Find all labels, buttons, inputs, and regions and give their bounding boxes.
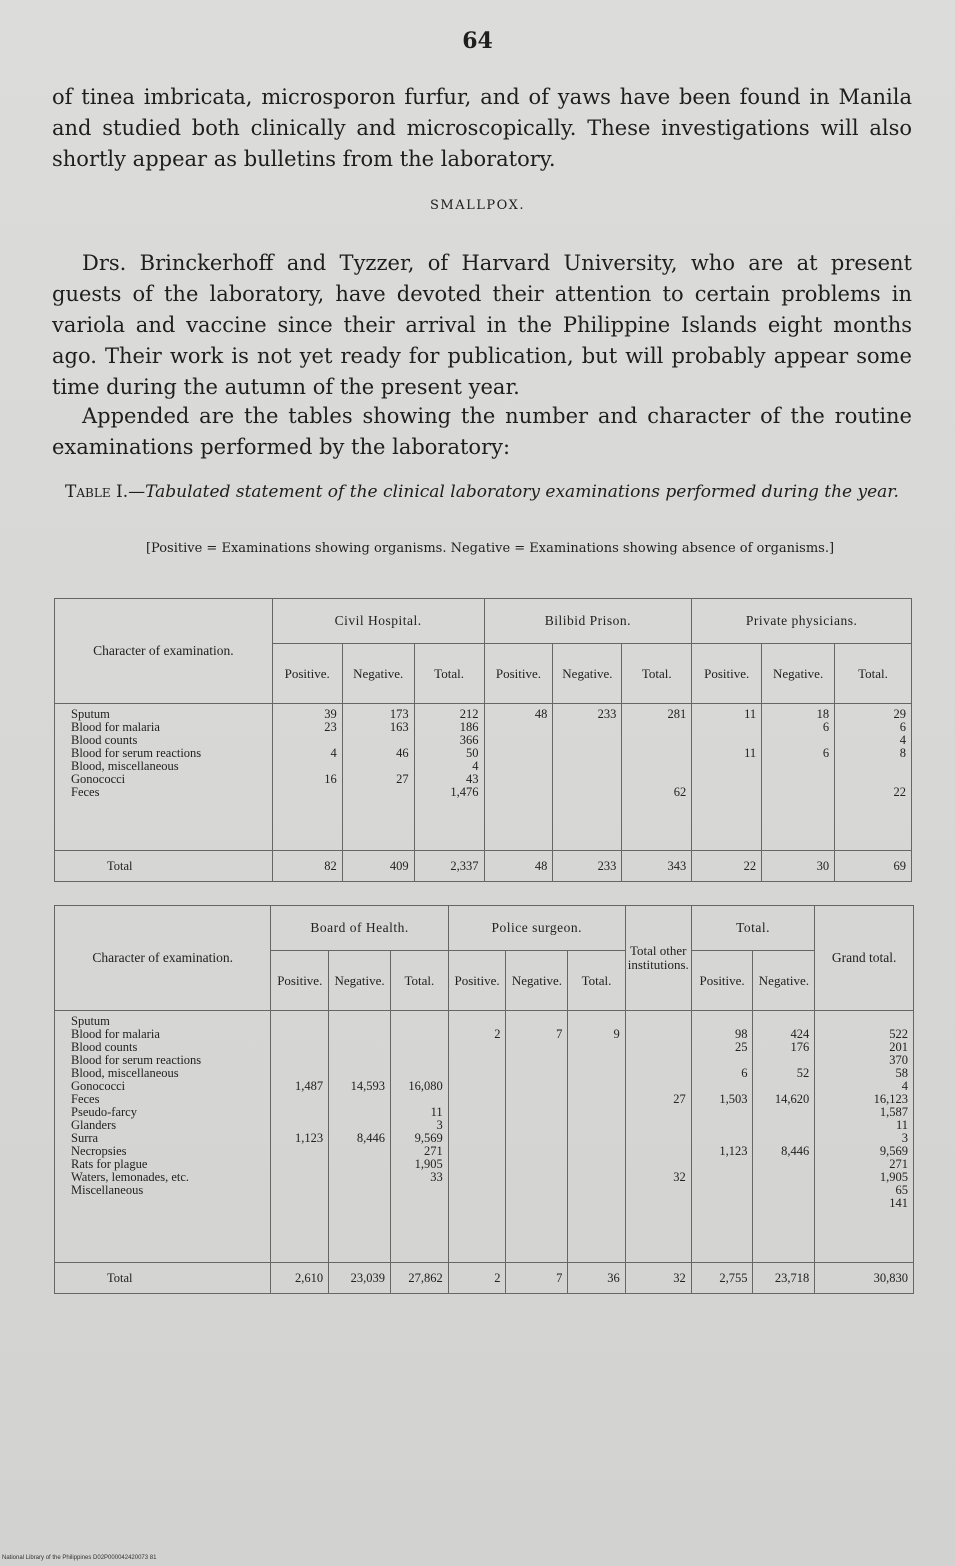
table-cell-value: 39 — [324, 707, 337, 721]
table-cell-value: Blood, miscellaneous — [71, 1066, 179, 1080]
header-positive: Positive. — [448, 951, 506, 1011]
total-label: Total — [55, 1263, 271, 1294]
boh-positive-cell — [271, 1011, 329, 1263]
header-positive: Positive. — [272, 644, 342, 704]
table-cell-value — [573, 1158, 619, 1171]
table-cell-value — [573, 1171, 619, 1184]
boh-total-cell — [391, 1011, 449, 1263]
total-value: 2,337 — [414, 851, 484, 882]
table-title-text: —Tabulated statement of the clinical laboratory examinations performed during the year. — [128, 482, 899, 502]
table-cell-value — [334, 1093, 385, 1106]
header-positive: Positive. — [484, 644, 553, 704]
table-cell-value: 4 — [901, 1079, 908, 1093]
table-cell-value — [558, 786, 616, 799]
table-cell-value: 46 — [396, 746, 409, 760]
table-cell-value — [627, 760, 686, 773]
table-cell-value: Necropsies — [71, 1144, 127, 1158]
table-cell-value: 1,587 — [879, 1105, 908, 1119]
table-cell-value: 1,487 — [295, 1079, 324, 1093]
civil-negative-cell — [342, 704, 414, 851]
table-cell-value: 11 — [744, 707, 757, 721]
table-cell-value — [627, 734, 686, 747]
table-cell-value: 25 — [734, 1040, 748, 1054]
table-cell-value: 3 — [901, 1131, 908, 1145]
header-total: Total. — [835, 644, 912, 704]
table-cell-value — [697, 773, 756, 786]
row-labels-cell — [55, 704, 273, 851]
table-cell-value — [697, 1184, 748, 1197]
table-cell-value: 11 — [895, 1118, 908, 1132]
table-cell-value: Rats for plague — [71, 1157, 148, 1171]
header-private-physicians: Private physicians. — [692, 599, 912, 644]
table-cell-value: 9,569 — [879, 1144, 908, 1158]
header-negative: Negative. — [329, 951, 391, 1011]
table-cell-value: 233 — [597, 707, 617, 721]
table-cell-value: Blood for malaria — [71, 720, 160, 734]
table-cell-value — [511, 1158, 562, 1171]
table-cell-value: 58 — [895, 1066, 908, 1080]
table-cell-value — [276, 1145, 323, 1158]
table-cell-value — [396, 1054, 443, 1067]
table-cell-value — [558, 773, 616, 786]
table-cell-value — [276, 1015, 323, 1028]
table-cell-value — [573, 1184, 619, 1197]
table-cell-value: Feces — [71, 785, 100, 799]
table-cell-value: 1,503 — [719, 1092, 748, 1106]
table-cell-value: 43 — [466, 772, 479, 786]
total-row — [55, 1263, 914, 1294]
table-cell-value: 14,593 — [350, 1079, 385, 1093]
table-cell-value — [454, 1132, 501, 1145]
table-cell-value — [334, 1171, 385, 1184]
table-cell-value — [490, 721, 548, 734]
table-cell-value — [767, 786, 829, 799]
table-part-2 — [54, 905, 914, 1294]
table-cell-value — [511, 1093, 562, 1106]
table-cell-value — [276, 1158, 323, 1171]
total-value: 82 — [272, 851, 342, 882]
table-cell-value: 4 — [899, 733, 906, 747]
total-value: 233 — [553, 851, 622, 882]
table-cell-value — [758, 1171, 809, 1184]
civil-total-cell — [414, 704, 484, 851]
header-total-other-institutions: Total other institutions. — [625, 906, 691, 1011]
table-cell-value — [334, 1041, 385, 1054]
table-cell-value — [511, 1171, 562, 1184]
header-positive: Positive. — [691, 951, 753, 1011]
table-cell-value: 1,123 — [295, 1131, 324, 1145]
table-cell-value — [697, 1054, 748, 1067]
table-cell-value: 212 — [459, 707, 479, 721]
table-cell-value: 11 — [744, 746, 757, 760]
table-cell-value — [627, 747, 686, 760]
table-cell-value: 1,476 — [450, 785, 479, 799]
table-cell-value — [276, 1054, 323, 1067]
private-positive-cell — [692, 704, 762, 851]
total-value: 7 — [506, 1263, 568, 1294]
table-cell-value — [758, 1119, 809, 1132]
police-negative-cell — [506, 1011, 568, 1263]
table-cell-value: Blood, miscellaneous — [71, 759, 179, 773]
table-cell-value — [573, 1041, 619, 1054]
other-institutions-cell — [625, 1011, 691, 1263]
table-cell-value — [631, 1015, 686, 1028]
total-value: 343 — [622, 851, 692, 882]
total-negative-cell — [753, 1011, 815, 1263]
table-cell-value — [454, 1145, 501, 1158]
table-cell-value — [276, 1106, 323, 1119]
table-cell-value — [334, 1054, 385, 1067]
header-civil-hospital: Civil Hospital. — [272, 599, 484, 644]
table-cell-value — [490, 773, 548, 786]
total-value: 30 — [762, 851, 835, 882]
table-cell-value: 9 — [613, 1027, 620, 1041]
table-cell-value — [631, 1184, 686, 1197]
table-cell-value — [631, 1106, 686, 1119]
table-cell-value: 522 — [889, 1027, 908, 1041]
table-cell-value — [276, 1093, 323, 1106]
header-bilibid-prison: Bilibid Prison. — [484, 599, 692, 644]
table-cell-value: Sputum — [71, 707, 110, 721]
table-cell-value — [631, 1067, 686, 1080]
table-cell-value: 16,123 — [873, 1092, 908, 1106]
table-cell-value — [276, 1028, 323, 1041]
table-cell-value: 11 — [430, 1105, 443, 1119]
table-cell-value: Gonococci — [71, 1079, 126, 1093]
table-cell-value: Blood counts — [71, 1040, 138, 1054]
table-cell-value — [278, 734, 337, 747]
table-cell-value — [334, 1158, 385, 1171]
table-cell-value — [511, 1054, 562, 1067]
table-cell-value — [454, 1171, 501, 1184]
table-cell-value: 6 — [741, 1066, 748, 1080]
row-label-list — [71, 708, 267, 799]
table-cell-value — [558, 760, 616, 773]
table-cell-value — [840, 760, 906, 773]
header-police-surgeon: Police surgeon. — [448, 906, 625, 951]
table-cell-value — [511, 1132, 562, 1145]
table-cell-value: 424 — [790, 1027, 810, 1041]
table-cell-value — [276, 1184, 323, 1197]
table-cell-value: 52 — [796, 1066, 810, 1080]
total-row — [55, 851, 912, 882]
table-cell-value: Blood for malaria — [71, 1027, 160, 1041]
header-total: Total. — [568, 951, 625, 1011]
table-cell-value — [758, 1184, 809, 1197]
table-cell-value: 16 — [324, 772, 337, 786]
table-cell-value: 3 — [436, 1118, 443, 1132]
table-cell-value — [697, 1158, 748, 1171]
table-cell-value — [396, 1184, 443, 1197]
total-label: Total — [55, 851, 273, 882]
table-cell-value: Blood for serum reactions — [71, 1053, 202, 1067]
table-cell-value — [396, 1015, 443, 1028]
table-cell-value: 6 — [822, 720, 830, 734]
table-cell-value: Blood for serum reactions — [71, 746, 202, 760]
table-cell-value: 370 — [889, 1053, 908, 1067]
table-cell-value — [697, 786, 756, 799]
table-cell-value — [511, 1184, 562, 1197]
table-cell-value — [697, 1106, 748, 1119]
page-number: 64 — [462, 28, 493, 54]
table-cell-value — [697, 1171, 748, 1184]
header-negative: Negative. — [762, 644, 835, 704]
table-cell-value: 6 — [899, 720, 906, 734]
paragraph-appended: Appended are the tables showing the number and character of the routine examinations performed by the laboratory: — [52, 404, 912, 459]
table-cell-value — [631, 1028, 686, 1041]
table-title — [52, 480, 912, 504]
police-positive-cell — [448, 1011, 506, 1263]
table-cell-value — [573, 1119, 619, 1132]
table-cell-value — [490, 747, 548, 760]
table-cell-value — [454, 1080, 501, 1093]
table-cell-value — [511, 1145, 562, 1158]
table-cell-value: 176 — [790, 1040, 810, 1054]
table-cell-value — [558, 734, 616, 747]
table-cell-value — [454, 1067, 501, 1080]
paragraph-intro: of tinea imbricata, microsporon furfur, and of yaws have been found in Manila and studied both clinically and microscopically. These investigations will also shortly appear as bulletins from the laboratory. — [52, 85, 912, 171]
table-cell-value: 8 — [899, 746, 906, 760]
table-cell-value: 27 — [673, 1092, 686, 1106]
private-total-cell — [835, 704, 912, 851]
header-grand-total: Grand total. — [815, 906, 914, 1011]
total-value: 409 — [342, 851, 414, 882]
table-cell-value: 33 — [430, 1170, 443, 1184]
table-cell-value: 9,569 — [414, 1131, 443, 1145]
table-cell-value: 16,080 — [408, 1079, 443, 1093]
table-cell-value — [454, 1093, 501, 1106]
table-cell-value: Feces — [71, 1092, 100, 1106]
header-total: Total. — [622, 644, 692, 704]
table-cell-value: 1,905 — [879, 1170, 908, 1184]
total-value: 48 — [484, 851, 553, 882]
header-board-of-health: Board of Health. — [271, 906, 448, 951]
header-positive: Positive. — [692, 644, 762, 704]
table-cell-value — [396, 1028, 443, 1041]
table-note: [Positive = Examinations showing organisms. Negative = Examinations showing absence of organisms.] — [145, 541, 835, 556]
header-positive: Positive. — [271, 951, 329, 1011]
total-value: 27,862 — [391, 1263, 449, 1294]
table-cell-value: 4 — [472, 759, 479, 773]
total-positive-cell — [691, 1011, 753, 1263]
table-cell-value — [573, 1093, 619, 1106]
table-cell-value: 32 — [673, 1170, 686, 1184]
table-cell-value — [573, 1054, 619, 1067]
table-cell-value: 7 — [556, 1027, 563, 1041]
footer-credit: National Library of the Philippines D02P000042420073 81 — [2, 1555, 157, 1561]
table-cell-value — [511, 1080, 562, 1093]
table-cell-value: Waters, lemonades, etc. — [71, 1170, 190, 1184]
table-cell-value — [511, 1106, 562, 1119]
header-negative: Negative. — [753, 951, 815, 1011]
table-cell-value: 8,446 — [781, 1144, 810, 1158]
table-cell-value — [697, 1119, 748, 1132]
total-value: 36 — [568, 1263, 625, 1294]
table-cell-value: 366 — [459, 733, 479, 747]
table-cell-value — [573, 1106, 619, 1119]
table-cell-value — [627, 721, 686, 734]
table-cell-value: 27 — [396, 772, 409, 786]
table-cell-value — [573, 1132, 619, 1145]
police-total-cell — [568, 1011, 625, 1263]
table-cell-value: 271 — [889, 1157, 908, 1171]
table-cell-value — [558, 721, 616, 734]
table-title-label: Table I. — [65, 482, 129, 502]
total-value: 2,755 — [691, 1263, 753, 1294]
table-cell-value — [454, 1184, 501, 1197]
table-cell-value: Sputum — [71, 1014, 110, 1028]
total-value: 23,039 — [329, 1263, 391, 1294]
table-cell-value — [767, 773, 829, 786]
table-cell-value — [511, 1119, 562, 1132]
table-cell-value — [490, 786, 548, 799]
table-cell-value: 2 — [494, 1027, 501, 1041]
bilibid-negative-cell — [553, 704, 622, 851]
section-heading: SMALLPOX. — [430, 198, 525, 213]
paragraph-smallpox: Drs. Brinckerhoff and Tyzzer, of Harvard University, who are at present guests of the laboratory, have devoted their attention to certain problems in variola and vaccine since their arrival in the Philippine Islands eight months ago. Their work is not yet ready for publication, but will probably appear some time during the autumn of the present year. — [52, 251, 912, 399]
table-cell-value: Gonococci — [71, 772, 126, 786]
table-cell-value — [631, 1119, 686, 1132]
table-cell-value: 62 — [673, 785, 687, 799]
table-cell-value — [348, 786, 409, 799]
total-value: 30,830 — [815, 1263, 914, 1294]
table-cell-value: Pseudo-farcy — [71, 1105, 137, 1119]
table-cell-value: 281 — [667, 707, 687, 721]
table-cell-value: 29 — [893, 707, 906, 721]
header-total-group: Total. — [691, 906, 815, 951]
table-cell-value — [511, 1015, 562, 1028]
row-labels-cell — [55, 1011, 271, 1263]
table-cell-value: 1,123 — [719, 1144, 748, 1158]
table-cell-value — [758, 1158, 809, 1171]
table-cell-value — [697, 760, 756, 773]
total-value: 69 — [835, 851, 912, 882]
table-cell-value: 141 — [889, 1196, 908, 1210]
header-total: Total. — [414, 644, 484, 704]
table-cell-value: 4 — [330, 746, 337, 760]
civil-positive-cell — [272, 704, 342, 851]
table-cell-value: 186 — [459, 720, 479, 734]
table-cell-value — [573, 1067, 619, 1080]
table-cell-value — [334, 1184, 385, 1197]
table-cell-value — [276, 1041, 323, 1054]
table-cell-value — [334, 1106, 385, 1119]
bilibid-positive-cell — [484, 704, 553, 851]
table-cell-value: 201 — [889, 1040, 908, 1054]
table-cell-value — [396, 1041, 443, 1054]
table-cell-value: 6 — [822, 746, 830, 760]
total-value: 2 — [448, 1263, 506, 1294]
table-cell-value — [631, 1041, 686, 1054]
table-cell-value — [454, 1054, 501, 1067]
table-cell-value: Miscellaneous — [71, 1183, 144, 1197]
table-cell-value — [334, 1015, 385, 1028]
table-part-1 — [54, 598, 912, 882]
table-cell-value: 173 — [389, 707, 409, 721]
total-value: 23,718 — [753, 1263, 815, 1294]
table-cell-value — [454, 1158, 501, 1171]
header-character: Character of examination. — [55, 599, 273, 704]
header-character: Character of examination. — [55, 906, 271, 1011]
table-cell-value: 14,620 — [774, 1092, 810, 1106]
table-cell-value: 48 — [534, 707, 548, 721]
row-label-list — [71, 1015, 265, 1197]
total-value: 32 — [625, 1263, 691, 1294]
table-cell-value — [758, 1106, 809, 1119]
table-cell-value — [276, 1171, 323, 1184]
table-cell-value — [767, 760, 829, 773]
grand-total-cell — [815, 1011, 914, 1263]
table-cell-value: 50 — [466, 746, 479, 760]
table-cell-value — [631, 1132, 686, 1145]
table-cell-value — [490, 734, 548, 747]
table-cell-value — [631, 1145, 686, 1158]
table-cell-value — [631, 1054, 686, 1067]
table-cell-value: 163 — [389, 720, 409, 734]
table-cell-value — [454, 1119, 501, 1132]
table-cell-value: 8,446 — [356, 1131, 385, 1145]
table-cell-value: Blood counts — [71, 733, 138, 747]
table-cell-value — [278, 786, 337, 799]
boh-negative-cell — [329, 1011, 391, 1263]
header-negative: Negative. — [553, 644, 622, 704]
table-cell-value — [573, 1145, 619, 1158]
table-cell-value: 1,905 — [414, 1157, 443, 1171]
table-cell-value — [454, 1041, 501, 1054]
table-cell-value — [573, 1080, 619, 1093]
table-cell-value — [511, 1067, 562, 1080]
table-cell-value: Surra — [71, 1131, 99, 1145]
table-cell-value: 23 — [324, 720, 337, 734]
header-negative: Negative. — [342, 644, 414, 704]
table-cell-value — [334, 1145, 385, 1158]
total-value: 22 — [692, 851, 762, 882]
table-cell-value — [334, 1028, 385, 1041]
table-cell-value — [511, 1041, 562, 1054]
table-cell-value: 22 — [893, 785, 906, 799]
header-total: Total. — [391, 951, 449, 1011]
header-negative: Negative. — [506, 951, 568, 1011]
table-cell-value: 18 — [816, 707, 830, 721]
table-cell-value — [454, 1106, 501, 1119]
table-cell-value: 271 — [423, 1144, 443, 1158]
table-cell-value — [490, 760, 548, 773]
table-cell-value: 98 — [734, 1027, 748, 1041]
table-cell-value: 65 — [895, 1183, 908, 1197]
table-cell-value: Glanders — [71, 1118, 117, 1132]
total-value: 2,610 — [271, 1263, 329, 1294]
table-cell-value — [767, 734, 829, 747]
table-cell-value — [697, 721, 756, 734]
bilibid-total-cell — [622, 704, 692, 851]
private-negative-cell — [762, 704, 835, 851]
table-cell-value — [558, 747, 616, 760]
